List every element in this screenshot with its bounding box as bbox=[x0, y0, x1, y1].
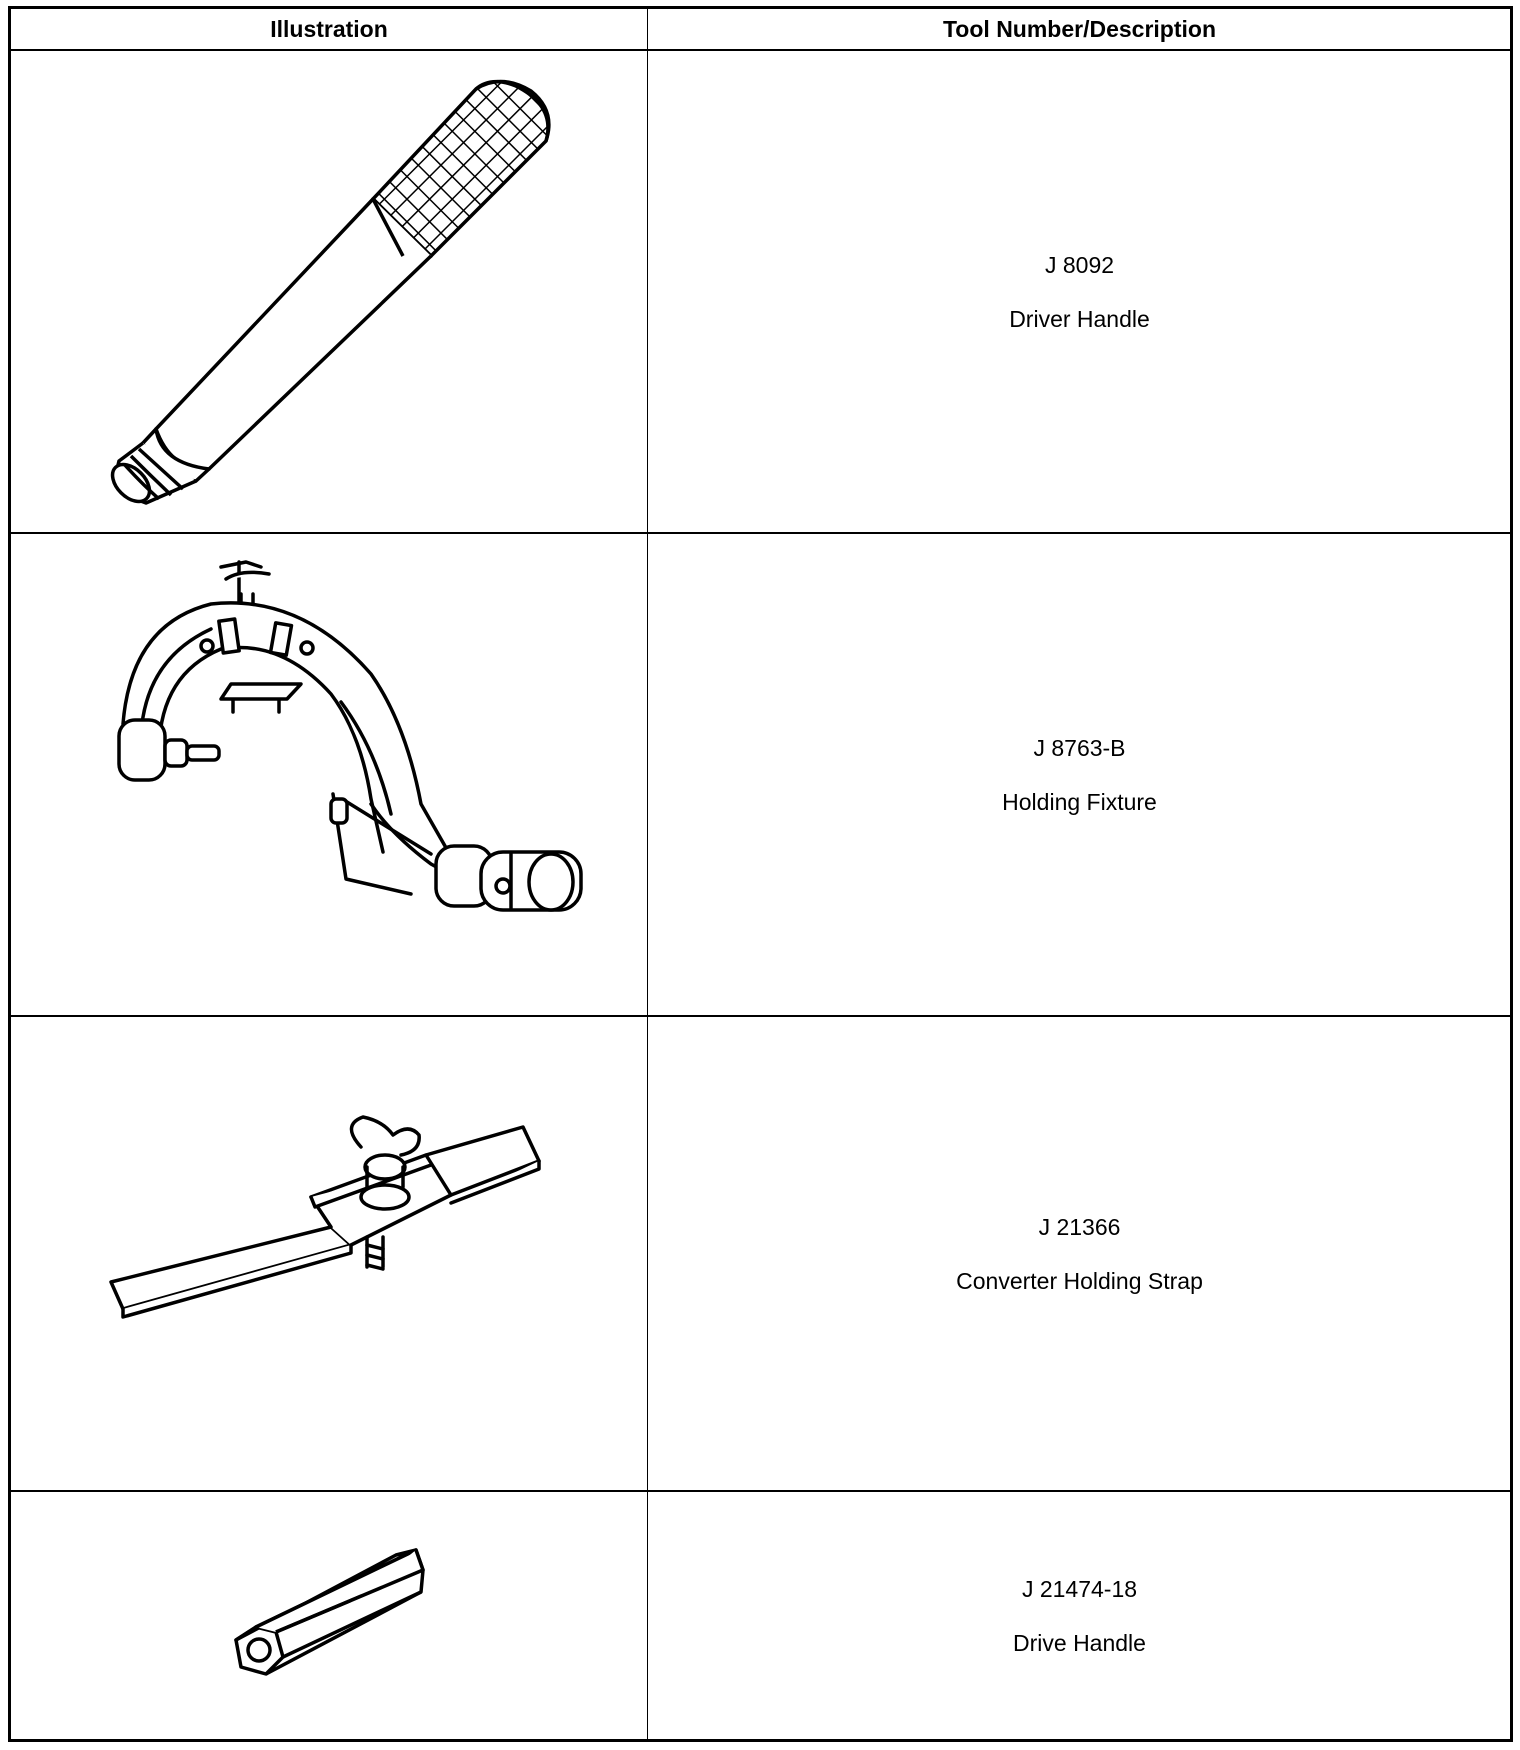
holding-strap-icon bbox=[11, 1017, 647, 1492]
tool-table bbox=[8, 6, 1513, 1742]
table-row bbox=[11, 534, 1510, 1017]
tool-description: Drive Handle bbox=[1013, 1629, 1146, 1656]
driver-handle-icon bbox=[11, 51, 647, 534]
description-cell bbox=[649, 534, 1510, 1015]
holding-fixture-icon bbox=[11, 534, 647, 1017]
description-cell bbox=[649, 51, 1510, 532]
illustration-cell bbox=[11, 51, 647, 532]
tool-description: Driver Handle bbox=[1009, 305, 1150, 332]
tool-description: Converter Holding Strap bbox=[956, 1267, 1203, 1294]
tool-number: J 21474-18 bbox=[1021, 1575, 1138, 1602]
description-cell bbox=[649, 1017, 1510, 1490]
table-row bbox=[11, 1017, 1510, 1492]
table-row bbox=[11, 1492, 1510, 1739]
table-header bbox=[11, 9, 1510, 51]
tool-number: J 8763-B bbox=[1033, 734, 1126, 761]
tool-description: Holding Fixture bbox=[1002, 788, 1157, 815]
illustration-cell bbox=[11, 1492, 647, 1739]
tool-number: J 21366 bbox=[1038, 1213, 1121, 1240]
description-cell bbox=[649, 1492, 1510, 1739]
tool-number: J 8092 bbox=[1044, 251, 1115, 278]
table-row bbox=[11, 51, 1510, 534]
illustration-cell bbox=[11, 534, 647, 1015]
header-illustration: Illustration bbox=[270, 16, 388, 42]
illustration-cell bbox=[11, 1017, 647, 1490]
hex-drive-handle-icon bbox=[11, 1492, 647, 1739]
header-tool-description: Tool Number/Description bbox=[942, 16, 1217, 42]
